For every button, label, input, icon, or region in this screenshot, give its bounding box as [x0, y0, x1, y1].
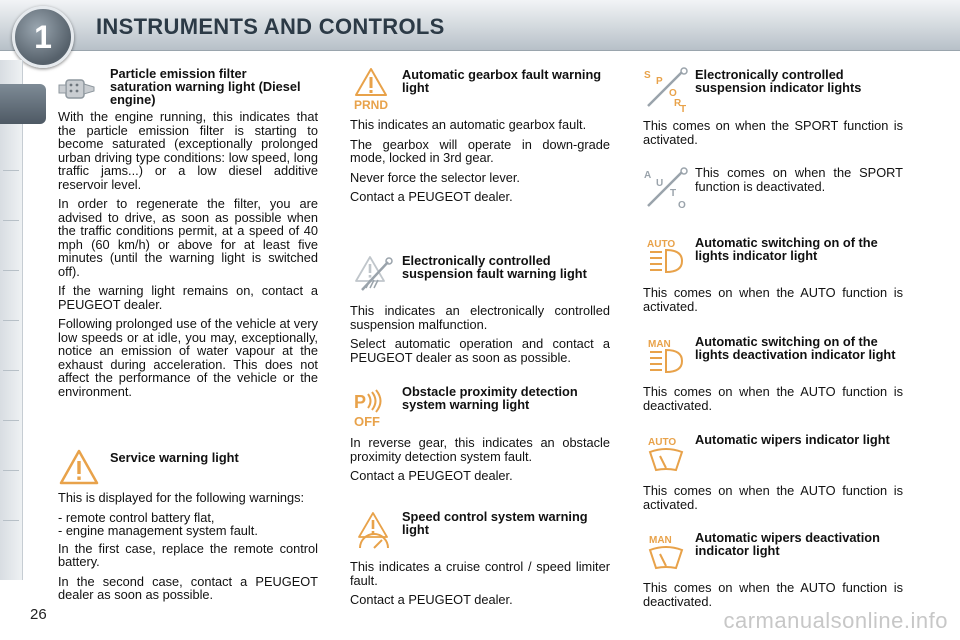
lights-on-title: Automatic switching on of the lights indicator light — [695, 235, 878, 263]
rail-divider — [3, 320, 19, 321]
paragraph: This indicates an automatic gearbox fault. — [350, 117, 587, 132]
suspension-fault-description — [350, 304, 610, 370]
chapter-side-rail — [0, 60, 23, 580]
suspension-fault-icon — [352, 254, 396, 294]
rail-divider — [3, 170, 19, 171]
rail-divider — [3, 420, 19, 421]
wipers-off-title: Automatic wipers deactivation indicator light — [695, 530, 880, 558]
rail-divider — [3, 470, 19, 471]
list-item: - engine management system fault. — [58, 523, 258, 538]
speed-control-title: Speed control system warning light — [402, 509, 588, 537]
speed-control-description — [350, 560, 610, 613]
service-warning-icon — [58, 448, 100, 486]
paragraph: Select automatic operation and contact a PEUGEOT dealer as soon as possible. — [350, 336, 610, 365]
suspension-fault-title: Electronically controlled suspension fault warning light — [402, 253, 587, 281]
service-warning-list — [58, 511, 318, 538]
svg-text:T: T — [680, 104, 687, 112]
paragraph: Never force the selector lever. — [350, 169, 520, 185]
gearbox-icon-label: PRND — [353, 98, 389, 112]
dpf-title: Particle emission filter saturation warning light (Diesel engine) — [110, 66, 301, 107]
obstacle-detection-icon — [352, 388, 394, 430]
paragraph: This comes on when the AUTO function is deactivated. — [643, 384, 903, 413]
dpf-description — [58, 110, 318, 404]
paragraph: This comes on when the SPORT function is deactivated. — [695, 165, 903, 194]
watermark: carmanualsonline.info — [723, 608, 948, 633]
gearbox-title: Automatic gearbox fault warning light — [402, 67, 602, 95]
rail-divider — [3, 520, 19, 521]
paragraph: If the warning light remains on, contact a PEUGEOT dealer. — [58, 283, 318, 312]
paragraph: Contact a PEUGEOT dealer. — [350, 468, 513, 483]
suspension-sport-description — [643, 119, 903, 152]
obstacle-icon-label: OFF — [354, 414, 380, 429]
svg-text:U: U — [656, 178, 664, 189]
service-title: Service warning light — [110, 450, 239, 465]
manual-lights-icon — [646, 336, 688, 376]
gearbox-warning-icon — [348, 66, 394, 112]
svg-text:MAN: MAN — [648, 339, 671, 350]
lights-off-description — [643, 385, 903, 418]
svg-text:P: P — [656, 76, 663, 87]
manual-wipers-icon — [646, 532, 688, 572]
paragraph: Contact a PEUGEOT dealer. — [350, 592, 513, 607]
lights-on-description — [643, 286, 903, 319]
svg-text:O: O — [678, 200, 686, 210]
paragraph: Following prolonged use of the vehicle at very low speeds or at idle, you may, exceptionally, notice an emission of water vapour at the exhaust during acceleration. This does not affect the performance of the vehicle or the environment. — [58, 316, 318, 399]
paragraph: In the second case, contact a PEUGEOT dealer as soon as possible. — [58, 573, 318, 602]
obstacle-description — [350, 436, 610, 489]
auto-wipers-icon — [646, 434, 688, 474]
svg-text:S: S — [644, 70, 651, 81]
paragraph: This comes on when the AUTO function is activated. — [643, 483, 903, 512]
paragraph: Contact a PEUGEOT dealer. — [350, 189, 513, 204]
obstacle-title: Obstacle proximity detection system warning light — [402, 384, 578, 412]
chapter-number-badge: 1 — [12, 6, 74, 68]
paragraph: In order to regenerate the filter, you are advised to drive, as soon as possible when the traffic conditions permit, at a speed of 40 mph (60 km/h) or above for at least five minutes (until the warning light is switched off). — [58, 196, 318, 279]
speed-control-icon — [354, 510, 396, 552]
gearbox-description — [350, 118, 610, 210]
auto-lights-icon — [646, 236, 688, 276]
page-header — [0, 0, 960, 55]
wipers-on-title: Automatic wipers indicator light — [695, 432, 890, 447]
suspension-auto-description — [695, 166, 903, 199]
paragraph: In the first case, replace the remote control battery. — [58, 540, 318, 569]
svg-text:MAN: MAN — [649, 535, 672, 546]
rail-divider — [3, 370, 19, 371]
particle-filter-icon — [58, 74, 98, 104]
svg-text:AUTO: AUTO — [647, 239, 676, 250]
service-description — [58, 491, 318, 608]
paragraph: This indicates an electronically controlled suspension malfunction. — [350, 303, 610, 332]
svg-text:R: R — [674, 98, 682, 109]
page-title: INSTRUMENTS AND CONTROLS — [96, 14, 445, 39]
paragraph: This comes on when the SPORT function is activated. — [643, 118, 903, 147]
rail-divider — [3, 270, 19, 271]
lights-off-title: Automatic switching on of the lights deactivation indicator light — [695, 334, 896, 362]
paragraph: The gearbox will operate in down-grade mode, locked in 3rd gear. — [350, 136, 610, 165]
paragraph: In reverse gear, this indicates an obstacle proximity detection system fault. — [350, 435, 610, 464]
page-number: 26 — [30, 606, 47, 623]
suspension-sport-icon — [642, 66, 690, 112]
paragraph: This comes on when the AUTO function is deactivated. — [643, 580, 903, 609]
svg-text:O: O — [669, 88, 677, 99]
wipers-on-description — [643, 484, 903, 517]
svg-text:A: A — [644, 170, 652, 181]
suspension-auto-icon — [642, 166, 690, 210]
svg-text:T: T — [670, 188, 677, 199]
suspension-title: Electronically controlled suspension indicator lights — [695, 67, 862, 95]
paragraph: This is displayed for the following warnings: — [58, 490, 305, 505]
svg-text:P: P — [354, 392, 367, 412]
paragraph: With the engine running, this indicates that the particle emission filter is starting to become saturated (exceptionally prolonged urban driving type conditions: low speed, long traffic jams...) or a low diesel additive reservoir level. — [58, 109, 318, 192]
list-item: - remote control battery flat, — [58, 509, 215, 525]
svg-text:AUTO: AUTO — [648, 437, 677, 448]
paragraph: This comes on when the AUTO function is activated. — [643, 285, 903, 314]
active-chapter-tab[interactable] — [0, 84, 46, 124]
paragraph: This indicates a cruise control / speed limiter fault. — [350, 559, 610, 588]
rail-divider — [3, 220, 19, 221]
